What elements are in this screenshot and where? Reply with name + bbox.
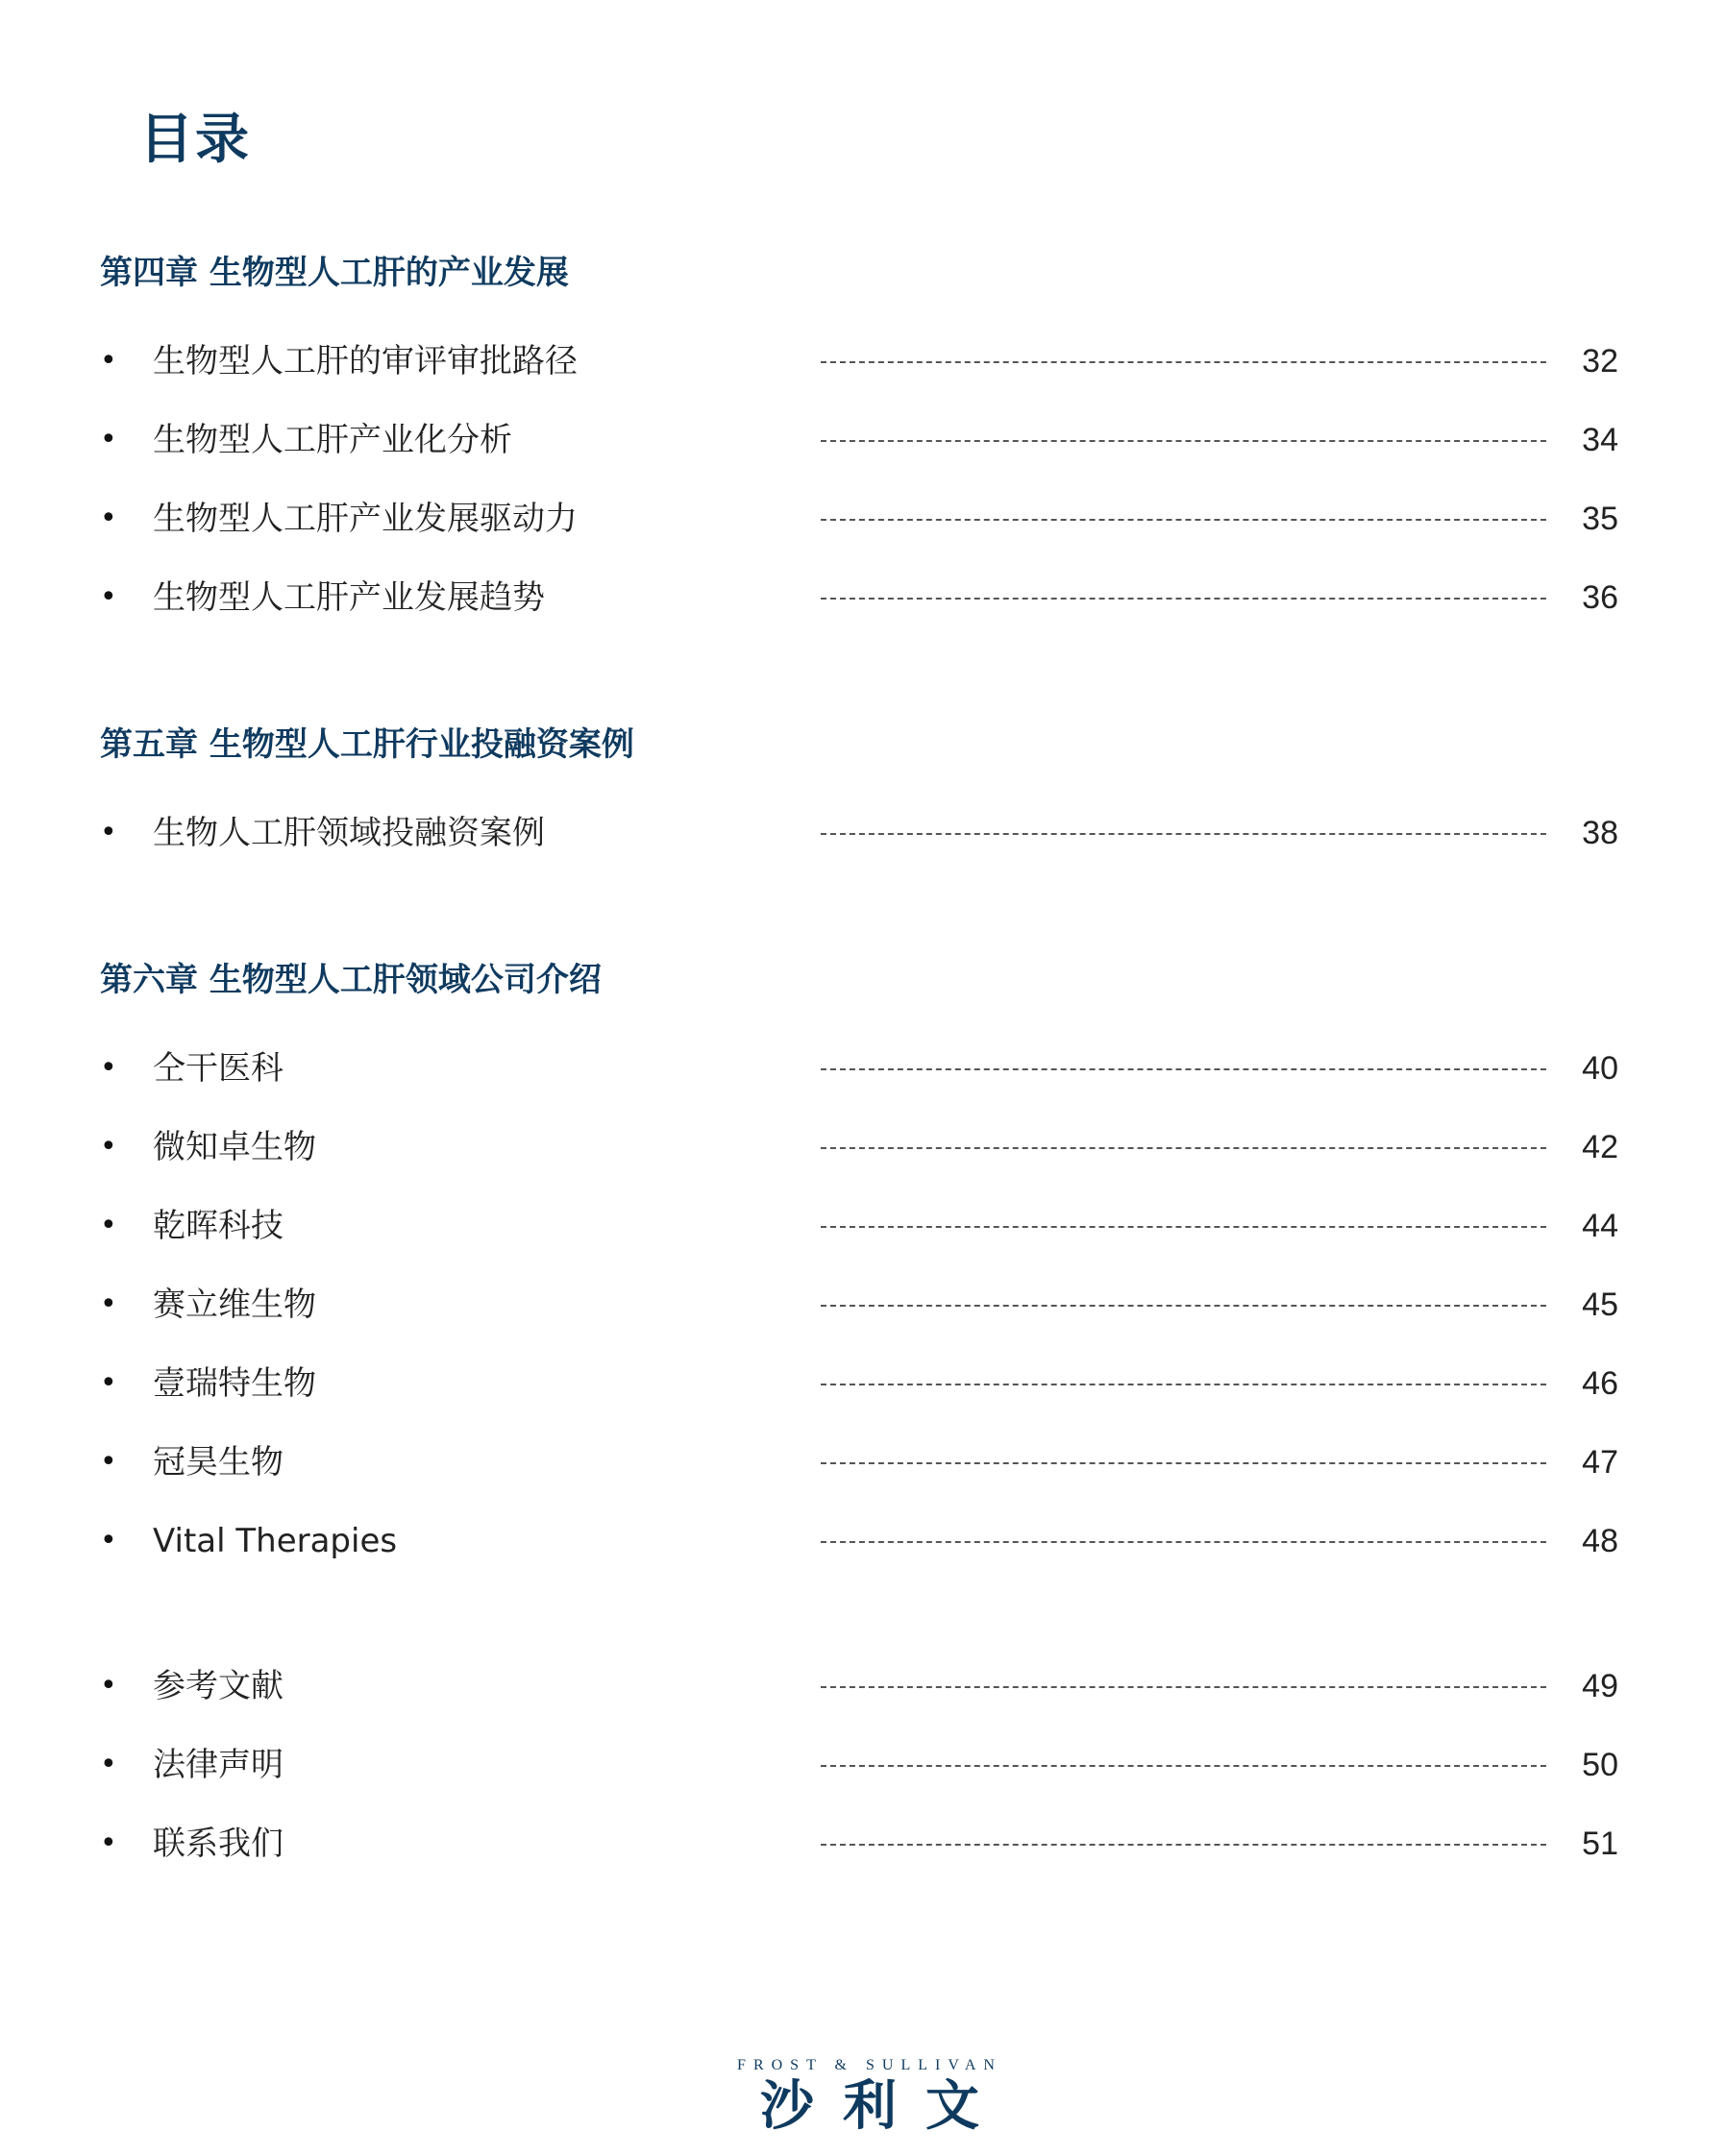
toc-page-number: 46 bbox=[1582, 1365, 1618, 1402]
bullet-icon: • bbox=[100, 1445, 117, 1479]
bullet-icon: • bbox=[100, 1051, 117, 1085]
toc-entry[interactable] bbox=[100, 1187, 1638, 1265]
toc-entry-label: 乾晖科技 bbox=[153, 1207, 283, 1245]
logo-chinese-text: 沙利文 bbox=[760, 2075, 1008, 2138]
toc-entry[interactable] bbox=[100, 1647, 1638, 1726]
toc-entry[interactable] bbox=[100, 1029, 1638, 1108]
toc-page-number: 32 bbox=[1582, 343, 1618, 380]
toc-entry[interactable] bbox=[100, 1502, 1638, 1580]
bullet-icon: • bbox=[100, 1669, 117, 1703]
dot-leader bbox=[821, 1147, 1546, 1149]
toc-page-number: 36 bbox=[1582, 579, 1618, 616]
chapter-title: 第六章 生物型人工肝领域公司介绍 bbox=[100, 961, 602, 999]
toc-entry-label: Vital Therapies bbox=[153, 1522, 398, 1560]
toc-entry[interactable] bbox=[100, 1726, 1638, 1804]
dot-leader bbox=[821, 1068, 1546, 1070]
bullet-icon: • bbox=[100, 344, 117, 378]
bullet-icon: • bbox=[100, 1524, 117, 1557]
page-title: 目录 bbox=[139, 109, 251, 171]
dot-leader bbox=[821, 1844, 1546, 1846]
bullet-icon: • bbox=[100, 1209, 117, 1242]
toc-entry-label: 生物人工肝领域投融资案例 bbox=[153, 814, 545, 852]
dot-leader bbox=[821, 1384, 1546, 1385]
dot-leader bbox=[821, 1541, 1546, 1543]
toc-page-number: 45 bbox=[1582, 1286, 1618, 1323]
dot-leader bbox=[821, 361, 1546, 363]
toc-page-number: 48 bbox=[1582, 1523, 1618, 1559]
toc-page-number: 34 bbox=[1582, 422, 1618, 458]
toc-entry-label: 生物型人工肝产业化分析 bbox=[153, 421, 512, 459]
bullet-icon: • bbox=[100, 1826, 117, 1860]
dot-leader bbox=[821, 833, 1546, 835]
dot-leader bbox=[821, 1765, 1546, 1767]
chapter-title: 第四章 生物型人工肝的产业发展 bbox=[100, 254, 569, 292]
bullet-icon: • bbox=[100, 816, 117, 849]
bullet-icon: • bbox=[100, 1748, 117, 1781]
toc-page-number: 50 bbox=[1582, 1747, 1618, 1783]
chapter-title: 第五章 生物型人工肝行业投融资案例 bbox=[100, 725, 634, 764]
toc-page-number: 35 bbox=[1582, 501, 1618, 537]
dot-leader bbox=[821, 440, 1546, 442]
toc-entry[interactable] bbox=[100, 1344, 1638, 1423]
chapter-4 bbox=[100, 245, 1638, 637]
toc-entry-label: 生物型人工肝产业发展趋势 bbox=[153, 578, 545, 617]
toc-page-number: 49 bbox=[1582, 1668, 1618, 1704]
toc-entry-label: 微知卓生物 bbox=[153, 1128, 316, 1166]
toc-entry[interactable] bbox=[100, 1108, 1638, 1187]
toc-page-number: 47 bbox=[1582, 1444, 1618, 1481]
appendix-section bbox=[100, 1647, 1638, 1883]
toc-entry-label: 生物型人工肝产业发展驱动力 bbox=[153, 500, 578, 538]
dot-leader bbox=[821, 1462, 1546, 1464]
toc-entry[interactable] bbox=[100, 558, 1638, 637]
toc-entry[interactable] bbox=[100, 1265, 1638, 1344]
toc-page-number: 51 bbox=[1582, 1825, 1618, 1862]
toc-entry[interactable] bbox=[100, 1423, 1638, 1502]
toc-entry[interactable] bbox=[100, 322, 1638, 401]
bullet-icon: • bbox=[100, 423, 117, 456]
chapter-5 bbox=[100, 717, 1638, 872]
toc-entry[interactable] bbox=[100, 794, 1638, 872]
toc-page-number: 40 bbox=[1582, 1050, 1618, 1087]
toc-page-number: 44 bbox=[1582, 1208, 1618, 1244]
dot-leader bbox=[821, 598, 1546, 600]
toc-page-number: 42 bbox=[1582, 1129, 1618, 1165]
toc-entry[interactable] bbox=[100, 1804, 1638, 1883]
bullet-icon: • bbox=[100, 1287, 117, 1321]
dot-leader bbox=[821, 1226, 1546, 1228]
bullet-icon: • bbox=[100, 1366, 117, 1400]
logo-english-text: FROST & SULLIVAN bbox=[737, 2057, 1002, 2073]
toc-entry-label: 生物型人工肝的审评审批路径 bbox=[153, 342, 578, 380]
bullet-icon: • bbox=[100, 1130, 117, 1164]
toc-entry[interactable] bbox=[100, 479, 1638, 558]
toc-page-number: 38 bbox=[1582, 815, 1618, 851]
dot-leader bbox=[821, 1305, 1546, 1307]
chapter-6 bbox=[100, 952, 1638, 1580]
dot-leader bbox=[821, 519, 1546, 521]
bullet-icon: • bbox=[100, 580, 117, 614]
toc-entry-label: 法律声明 bbox=[153, 1746, 283, 1784]
toc-entry-label: 联系我们 bbox=[153, 1825, 283, 1863]
toc-entry-label: 冠昊生物 bbox=[153, 1443, 283, 1482]
toc-entry-label: 壹瑞特生物 bbox=[153, 1364, 316, 1403]
toc-entry-label: 仝干医科 bbox=[153, 1049, 283, 1088]
toc-entry-label: 参考文献 bbox=[153, 1667, 283, 1705]
bullet-icon: • bbox=[100, 502, 117, 535]
frost-sullivan-logo bbox=[726, 2056, 1014, 2139]
toc-entry[interactable] bbox=[100, 401, 1638, 479]
toc-entry-label: 赛立维生物 bbox=[153, 1286, 316, 1324]
dot-leader bbox=[821, 1686, 1546, 1688]
